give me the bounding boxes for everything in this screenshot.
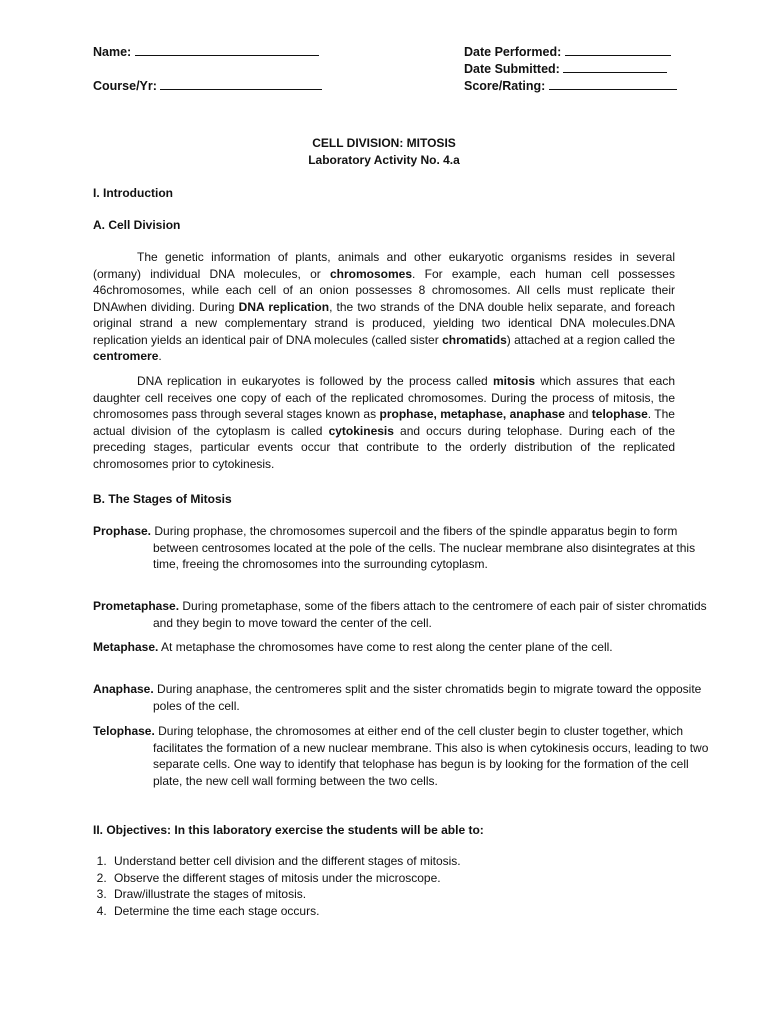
date-performed-blank[interactable]: [565, 44, 671, 56]
date-submitted-blank[interactable]: [563, 61, 667, 73]
intro-paragraph-2: DNA replication in eukaryotes is followed by the process called mitosis which assures that each daughter cell receives one copy of each of the replicated chromosomes. During the process of mitosis, the chromosomes pass through several stages known as prophase, metaphase, anaphase and telophase. The actual division of the cytoplasm is called cytokinesis and occurs during telophase. During each of the preceding stages, particular events occur that contribute to the orderly distribution of the replicated chromosomes prior to cytokinesis.: [93, 374, 675, 471]
name-label: Name:: [93, 45, 132, 59]
date-performed-field: [464, 44, 671, 61]
date-performed-label: Date Performed:: [464, 45, 562, 59]
name-field: [93, 44, 319, 61]
document-title: [93, 135, 675, 169]
stage-prometaphase: Prometaphase. During prometaphase, some of the fibers attach to the centromere of each pair of sister chromatids and they begin to move toward the center of the cell.: [93, 599, 707, 630]
stage-anaphase: Anaphase. During anaphase, the centromeres split and the sister chromatids begin to migrate toward the opposite poles of the cell.: [93, 682, 702, 713]
name-blank[interactable]: [135, 44, 319, 56]
score-field: [464, 78, 677, 95]
course-label: Course/Yr:: [93, 79, 157, 93]
intro-paragraph-1: The genetic information of plants, animals and other eukaryotic organisms resides in several (ormany) individual DNA molecules, or chromosomes. For example, each human cell possesses 46chromosomes, while each cell of an onion possesses 8 chromosomes. All cells must replicate their DNAwhen dividing. During DNA replication, the two strands of the DNA double helix separate, and foreach original strand a new complementary strand is produced, yielding two identical DNA molecules.DNA replication yields an identical pair of DNA molecules (called sister chromatids) attached at a region called the centromere.: [93, 250, 675, 363]
list-item: 1. Understand better cell division and the different stages of mitosis.: [110, 853, 692, 870]
score-blank[interactable]: [549, 78, 677, 90]
list-item: 2. Observe the different stages of mitosis under the microscope.: [110, 870, 692, 887]
subheading-cell-division: A. Cell Division: [93, 218, 181, 232]
date-submitted-label: Date Submitted:: [464, 62, 560, 76]
score-label: Score/Rating:: [464, 79, 546, 93]
subheading-stages: B. The Stages of Mitosis: [93, 492, 232, 506]
stage-prophase: Prophase. During prophase, the chromosomes supercoil and the fibers of the spindle apparatus begin to form between centrosomes located at the pole of the cells. The nuclear membrane also disintegrates at this time, freeing the chromosomes into the surrounding cytoplasm.: [93, 524, 696, 571]
title-line2: Laboratory Activity No. 4.a: [308, 153, 460, 167]
date-submitted-field: [464, 61, 667, 78]
stage-metaphase: Metaphase. At metaphase the chromosomes have come to rest along the center plane of the cell.: [93, 640, 613, 654]
section1-heading: I. Introduction: [93, 186, 173, 200]
course-field: [93, 78, 322, 95]
course-blank[interactable]: [160, 78, 322, 90]
section2-heading: II. Objectives: In this laboratory exercise the students will be able to:: [93, 823, 484, 837]
title-line1: CELL DIVISION: MITOSIS: [312, 136, 456, 150]
list-item: 3. Draw/illustrate the stages of mitosis.: [110, 886, 692, 903]
objectives-list: [93, 853, 692, 919]
stage-telophase: Telophase. During telophase, the chromosomes at either end of the cell cluster begin to cluster together, which facilitates the formation of a new nuclear membrane. This also is when cytokinesis occurs, leading to two separate cells. One way to identify that telophase has begun is by looking for the formation of the cell plate, the new cell wall forming between the two cells.: [93, 724, 709, 788]
list-item: 4. Determine the time each stage occurs.: [110, 903, 692, 920]
